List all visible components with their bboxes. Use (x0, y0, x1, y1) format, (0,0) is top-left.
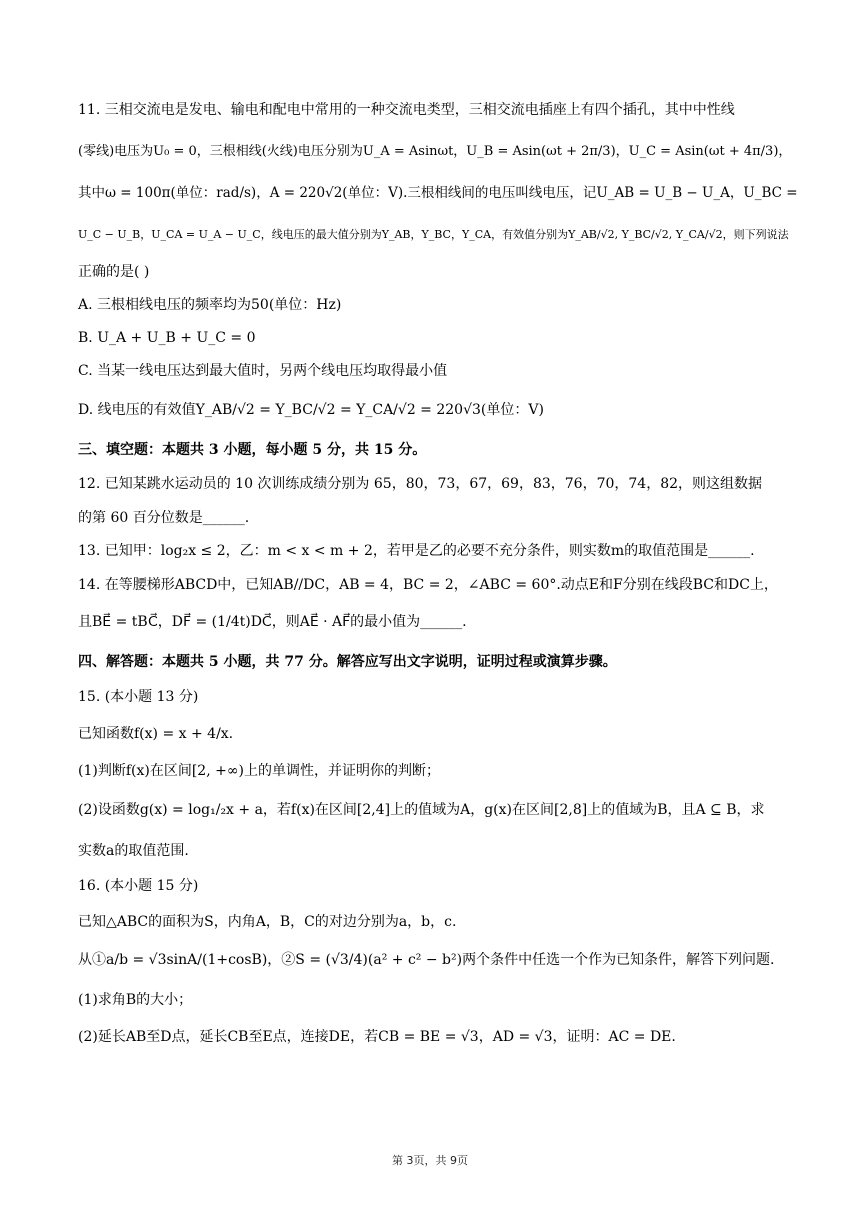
text-line: (2)设函数g(x) = log₁/₂x + a，若f(x)在区间[2,4]上的值域为A，g(x)在区间[2,8]上的值域为B，且A ⊆ B，求 (78, 802, 765, 818)
text-line: (2)延长AB至D点，延长CB至E点，连接DE，若CB = BE = √3，AD = √3，证明：AC = DE. (78, 1029, 676, 1045)
text-line: B. U_A + U_B + U_C = 0 (78, 330, 256, 346)
text-line: (1)求角B的大小； (78, 992, 193, 1008)
text-line: 14. 在等腰梯形ABCD中，已知AB//DC，AB = 4，BC = 2，∠ABC = 60°.动点E和F分别在线段BC和DC上， (78, 577, 778, 593)
text-line: 实数a的取值范围. (78, 843, 189, 859)
text-line: 已知△ABC的面积为S，内角A，B，C的对边分别为a，b，c. (78, 914, 457, 930)
text-line: 12. 已知某跳水运动员的 10 次训练成绩分别为 65，80，73，67，69，83，76，70，74，82，则这组数据 (78, 476, 763, 492)
text-line: C. 当某一线电压达到最大值时，另两个线电压均取得最小值 (78, 363, 448, 379)
section-heading: 四、解答题：本题共 5 小题，共 77 分。解答应写出文字说明，证明过程或演算步骤。 (78, 654, 617, 670)
text-line: 13. 已知甲：log₂x ≤ 2，乙：m < x < m + 2，若甲是乙的必要不充分条件，则实数m的取值范围是______. (78, 543, 755, 559)
text-line: 其中ω = 100π(单位：rad/s)，A = 220√2(单位：V).三根相线间的电压叫线电压，记U_AB = U_B − U_A，U_BC = (78, 185, 798, 201)
text-line: D. 线电压的有效值Y_AB/√2 = Y_BC/√2 = Y_CA/√2 = 220√3(单位：V) (78, 402, 544, 418)
text-line: 正确的是( ) (78, 264, 150, 280)
text-line: A. 三根相线电压的频率均为50(单位：Hz) (78, 297, 342, 313)
text-line: 16. (本小题 15 分) (78, 878, 199, 894)
text-line: 11. 三相交流电是发电、输电和配电中常用的一种交流电类型，三相交流电插座上有四个插孔，其中中性线 (78, 102, 735, 118)
text-line: (1)判断f(x)在区间[2, +∞)上的单调性，并证明你的判断； (78, 763, 440, 779)
text-line: 从①a/b = √3sinA/(1+cosB)，②S = (√3/4)(a² + c² − b²)两个条件中任选一个作为已知条件，解答下列问题. (78, 952, 775, 968)
text-line: (零线)电压为U₀ = 0，三根相线(火线)电压分别为U_A = Asinωt，U_B = Asin(ωt + 2π/3)，U_C = Asin(ωt + 4π/3)， (78, 144, 792, 159)
text-line: 已知函数f(x) = x + 4/x. (78, 726, 234, 742)
text-line: U_C − U_B，U_CA = U_A − U_C，线电压的最大值分别为Y_AB，Y_BC，Y_CA，有效值分别为Y_AB/√2, Y_BC/√2, Y_CA/√2，则下列说法 (78, 228, 789, 241)
text-line: 且BE⃗ = tBC⃗，DF⃗ = (1/4t)DC⃗，则AE⃗ · AF⃗的最小值为______. (78, 614, 467, 630)
section-heading: 三、填空题：本题共 3 小题，每小题 5 分，共 15 分。 (78, 442, 427, 458)
page-footer: 第 3页，共 9页 (392, 1154, 468, 1167)
text-line: 15. (本小题 13 分) (78, 689, 199, 705)
text-line: 的第 60 百分位数是______. (78, 510, 250, 526)
